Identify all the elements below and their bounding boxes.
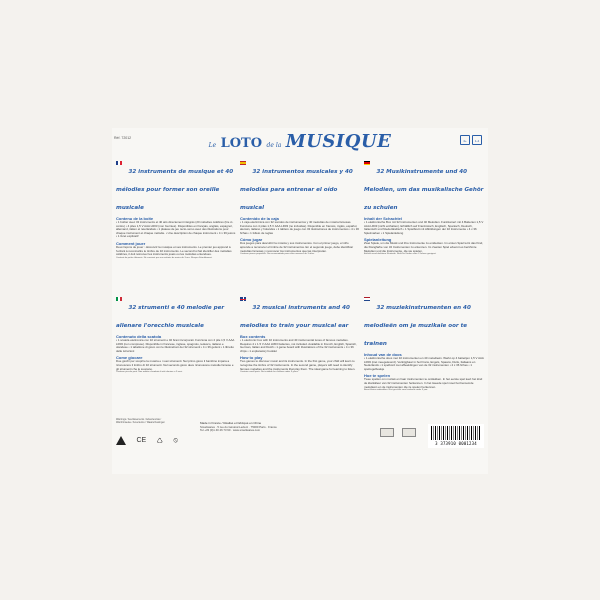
section-text: Two games to discover music and its instruments. In the first game, your child will learn to recognise the timbre of 32 instruments. In the second game, players will need to identify famous melodies and the instruments that play them. The ideal game for learning to listen. [240, 359, 356, 371]
section-fine-print: Bevat kleine onderdelen. Niet geschikt voor kinderen onder 3 jaar. [364, 389, 428, 392]
section-text: • 1 scatola elettronica con 32 strumenti e 40 brani incorporati. Funziona con 4 pile 1,5 V AAA LR03 (non comprese). Disponibile in francese, inglese, spagnolo, tedesco, italiano e olandese • 1 tabellone di gioco con le illustrazioni dei 32 strumenti • 4 x 36 gettoni • 1 libretto delle istruzioni [116, 338, 235, 353]
section-text: • 1 boîtier avec 32 instruments et 40 airs directement intégrés (20 mélodies célèbres (lire ci-contre) • 4 piles 1,5 V AAA LR03 (non fournies). Disponibles en français, anglais, espagnol, allemand, italien et néerlandais • 1 plateau de jeu recto-verso avec des illustrations pour chaque instrument et chaque mélodie. • Une description de chaque instrument • 4 x 36 jetons • 1 livret explicatif [116, 220, 236, 239]
section-fine-print: Contient de petits éléments. Ne convient pas aux enfants de moins de 3 ans. Risque d'étouffement. [116, 256, 213, 259]
section-fine-print: Contains small parts. Not suitable for children under 3 years. [240, 371, 299, 374]
section-title: 32 strumenti e 40 melodie per allenare l'orecchio musicale [116, 305, 225, 329]
flag-spain-icon [240, 161, 246, 165]
flag-france-icon [116, 161, 122, 165]
certification-logo-icon [380, 428, 394, 437]
section-text: • 1 elektronische Box mit 32 Instrumenten und 40 Melodien. Funktioniert mit 4 Batterien 1,5 V AAA LR03 (nicht enthalten). Erhältlich auf Französisch, Englisch, Spanisch, Deutsch, Italienisch und Niederländisch • 1 Spielbrett mit Abbildungen der 32 Instrumente • 4 x 36 Spielmarken • 1 Spielanleitung [364, 220, 484, 235]
section-title: 32 instruments de musique et 40 mélodies pour former son oreille musicale [116, 169, 234, 211]
barcode-number: 3 373910 0001234 [435, 441, 477, 446]
safety-icons [116, 432, 184, 445]
section-heading: Spielanleitung [364, 237, 392, 243]
section-text: • 1 elektronische doos met 32 instrumenten en 40 melodieën. Werkt op 4 batterijen 1,5 V AAA LR03 (niet meegeleverd). Verkrijgbaar in het Frans, Engels, Spaans, Duits, Italiaans en Nederlands • 1 spelbord met afbeeldingen van de 32 instrumenten • 4 x 36 fiches • 1 spelregelboekje [364, 356, 484, 371]
warning-triangle-icon [116, 436, 126, 445]
section-text: Deux façons de jouer : découvrir la musique et ses instruments. Le premier jeu apprend à l'enfant à reconnaître le timbre de 32 instruments. Le second lui fait identifier des mélodies célèbres, il doit retrouver les instruments joués ou les mélodies entendues. [116, 244, 232, 257]
section-fine-print: Contiene piezas pequeñas. No recomendado para niños menores de 3 años. [240, 253, 315, 256]
ce-mark-icon: CE [136, 437, 147, 445]
reference-number: Réf. 72012 [114, 136, 132, 140]
made-in-text: Made in France / Réalisé et fabriqué en Chine [200, 421, 262, 425]
section-heading: Comment jouer [116, 240, 146, 246]
certification-logo-icon [402, 428, 416, 437]
company-name: Smartwares · 5 rue du Général Leclerc · 75000 Paris · France [200, 424, 277, 429]
section-heading: Contenu de la boîte [116, 216, 154, 221]
barcode-bars-icon [431, 426, 481, 440]
section-heading: Hoe te spelen [364, 373, 391, 379]
flag-netherlands-icon [364, 297, 370, 301]
section-english [240, 296, 360, 374]
certification-logos [380, 424, 420, 442]
section-text: Dos juegos para descubrir la música y sus instrumentos. Con el primer juego, el niño aprende a reconocer el timbre de 32 instrumentos. En el segundo juego, debe identificar melodías famosas y reconocer los instrumentos que las interpretan. [240, 241, 354, 253]
logo-musique: MUSIQUE [285, 131, 392, 152]
section-heading: Contenuto della scatola [116, 334, 162, 339]
age-badge: 4+ [460, 135, 470, 145]
barcode [428, 424, 484, 448]
flag-germany-icon [364, 161, 370, 165]
section-fine-print: Contiene piccole parti. Non adatto a bambini di età inferiore a 3 anni. [116, 371, 183, 374]
flag-uk-icon [240, 297, 246, 301]
section-fine-print: Enthält verschluckbare Kleinteile. Nicht für Kinder unter 3 Jahren geeignet. [364, 253, 437, 256]
section-title: 32 Musikinstrumente und 40 Melodien, um das musikalische Gehör zu schulen [364, 169, 484, 211]
logo-dela: de la [266, 142, 282, 149]
section-title: 32 musical instruments and 40 melodies to train your musical ear [240, 305, 350, 329]
section-heading: How to play [240, 355, 263, 361]
section-italian [116, 296, 236, 374]
section-heading: Contenido de la caja [240, 216, 279, 221]
game-logo [198, 131, 402, 155]
flag-italy-icon [116, 297, 122, 301]
section-dutch [364, 296, 484, 392]
warnings-text: Warnings / Avertissements / Advertencias / Warnhinweise / Avvertenze / Waarschuwingen [116, 418, 165, 424]
company-contact: Tel +33 (0)1 40 46 73 90 · www.smartwares.com [200, 428, 261, 433]
section-title: 32 muziekinstrumenten en 40 melodieën om je muzikale oor te trainen [364, 305, 471, 347]
section-heading: Box contents [240, 334, 266, 339]
section-french [116, 160, 236, 260]
recycle-bin-icon: ♺ [156, 437, 163, 445]
section-german [364, 160, 484, 256]
section-title: 32 instrumentos musicales y 40 melodías para entrenar el oído musical [240, 169, 353, 211]
section-text: Due giochi per scoprire la musica e i suoi strumenti. Nel primo gioco il bambino impara a riconoscere il timbro di 32 strumenti. Nel secondo gioco deve riconoscere melodie famose e gli strumenti che le suonano. [116, 359, 234, 371]
section-text: • 1 caja electrónica con 32 sonidos de instrumentos y 40 melodías de música famosas. Funciona con 4 pilas 1,5 V AAA LR03 (no incluidas). Disponible en francés, inglés, español, alemán, italiano y holandés • 1 tablero de juego con 32 ilustraciones de instrumentos • 4 x 36 fichas • 1 folleto de reglas [240, 220, 360, 235]
section-text: Zwei Spiele, um die Musik und ihre Instrumente zu entdecken. Im ersten Spiel lernt das Kind, die Klangfarbe von 32 Instrumenten zu erkennen. Im zweiten Spiel erkennt es berühmte Melodien und die Instrumente, die sie spielen. [364, 241, 484, 253]
section-heading: Cómo jugar [240, 237, 263, 243]
section-heading: Inhalt der Schachtel [364, 216, 403, 221]
section-heading: Inhoud van de doos [364, 352, 402, 357]
section-spanish [240, 160, 360, 256]
age-players-badges [460, 135, 484, 149]
logo-le: Le [208, 142, 217, 149]
section-text: Twee spellen om muziek en haar instrumenten te ontdekken. In het eerste spel leert het kind de klankkleur van 32 instrumenten herkennen. In het tweede spel moet het beroemde melodieën en de instrumenten die ze spelen herkennen. [364, 377, 483, 389]
section-text: • 1 electronic box with 32 instruments and 40 instrumental tunes of famous melodies. Requires 4 x 1.5 V AAA LR03 batteries, not included. Available in French, English, Spanish, German, Italian and Dutch • 1 game board with illustrations of the 32 instruments • 4 x 36 chips • 1 explanatory booklet [240, 338, 357, 353]
no-under-3-icon: ⦸ [173, 436, 178, 444]
logo-loto: LOTO [220, 136, 263, 151]
players-badge: 1-4 [472, 135, 482, 145]
company-address [200, 422, 410, 433]
section-heading: Come giocare [116, 355, 143, 361]
